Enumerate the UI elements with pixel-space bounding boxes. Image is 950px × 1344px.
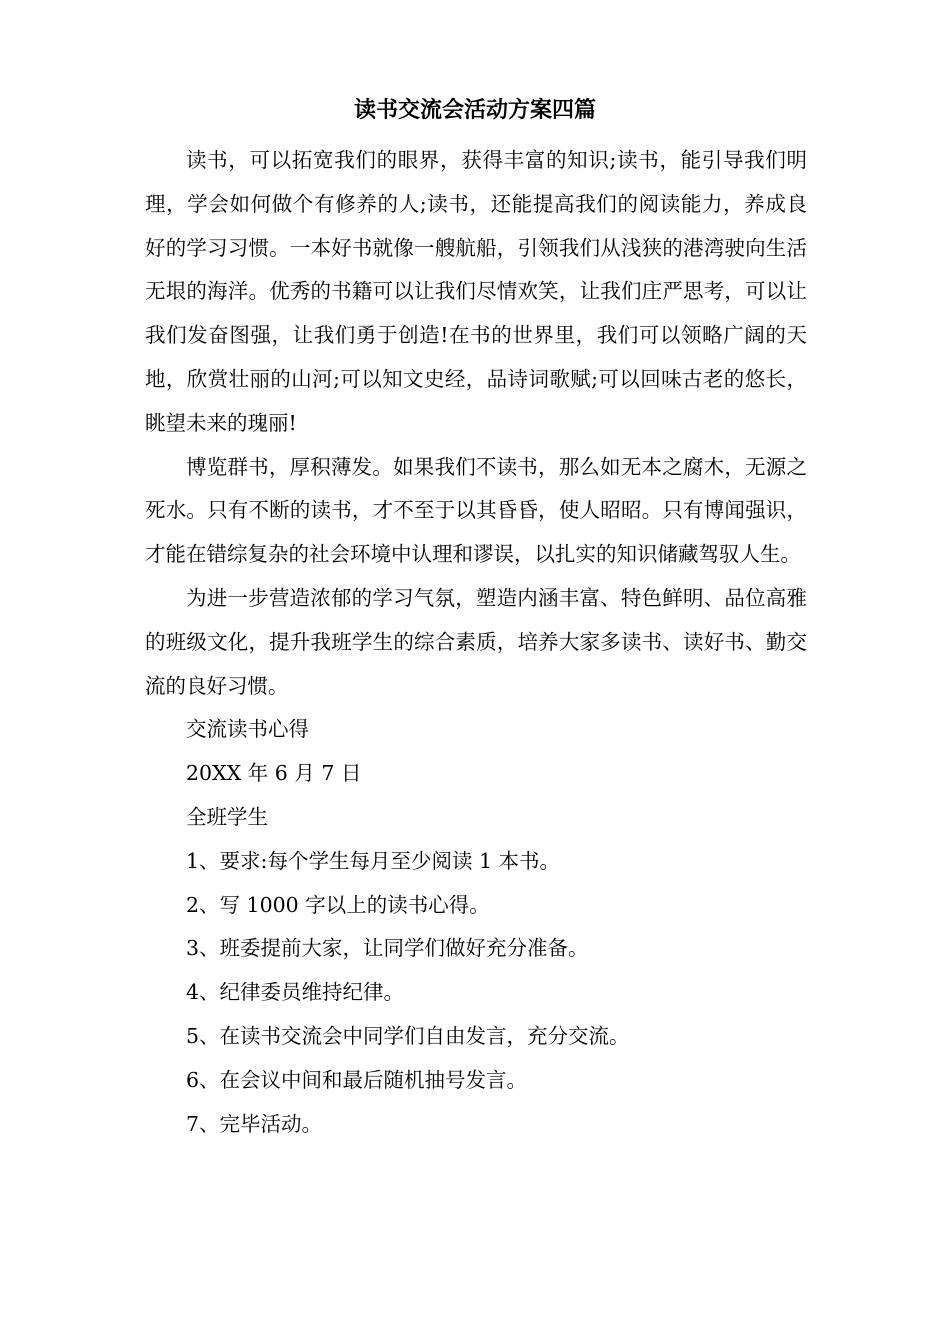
list-item: 5、在读书交流会中同学们自由发言，充分交流。 <box>186 1023 630 1048</box>
paragraph-purpose: 为进一步营造浓郁的学习气氛，塑造内涵丰富、特色鲜明、品位高雅的班级文化，提升我班学生的综合素质，培养大家多读书、读好书、勤交流的良好习惯。 <box>145 585 807 698</box>
list-item: 7、完毕活动。 <box>186 1111 323 1136</box>
list-item: 2、写 1000 字以上的读书心得。 <box>186 892 490 917</box>
activity-theme: 交流读书心得 <box>186 717 309 742</box>
list-item: 6、在会议中间和最后随机抽号发言。 <box>186 1067 528 1092</box>
list-item: 1、要求:每个学生每月至少阅读 1 本书。 <box>186 848 561 873</box>
document-body <box>145 139 807 1146</box>
list-item: 4、纪律委员维持纪律。 <box>186 980 405 1005</box>
document-title: 读书交流会活动方案四篇 <box>353 97 596 123</box>
paragraph-reading-value: 博览群书，厚积薄发。如果我们不读书，那么如无本之腐木，无源之死水。只有不断的读书，才不至于以其昏昏，使人昭昭。只有博闻强识，才能在错综复杂的社会环境中认理和谬误，以扎实的知识储藏驾驭人生。 <box>145 454 807 567</box>
activity-participants: 全班学生 <box>186 804 268 829</box>
paragraph-intro: 读书，可以拓宽我们的眼界，获得丰富的知识;读书，能引导我们明理，学会如何做个有修养的人;读书，还能提高我们的阅读能力，养成良好的学习习惯。一本好书就像一艘航船，引领我们从浅狭的港湾驶向生活无垠的海洋。优秀的书籍可以让我们尽情欢笑，让我们庄严思考，可以让我们发奋图强，让我们勇于创造!在书的世界里，我们可以领略广阔的天地，欣赏壮丽的山河;可以知文史经，品诗词歌赋;可以回味古老的悠长，眺望未来的瑰丽! <box>145 148 807 435</box>
activity-date: 20XX 年 6 月 7 日 <box>186 761 362 786</box>
list-item: 3、班委提前大家，让同学们做好充分准备。 <box>186 936 589 961</box>
